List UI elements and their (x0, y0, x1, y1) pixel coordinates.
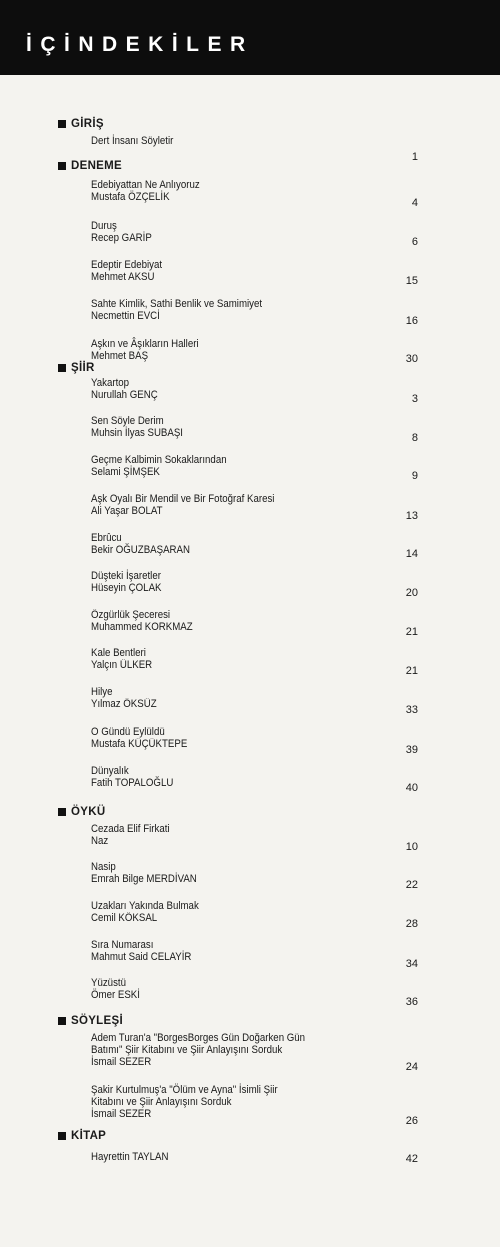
section-heading (58, 1130, 106, 1142)
page-number: 9 (411, 470, 418, 482)
toc-entry (91, 494, 421, 517)
entry-title: Adem Turan'a "BorgesBorges Gün Doğarken Gün (91, 1032, 306, 1044)
section-bullet-icon (58, 1017, 66, 1025)
toc-entry (91, 727, 421, 750)
toc-entry (91, 940, 421, 963)
entry-title: Duruş (91, 220, 117, 232)
section-heading (58, 118, 104, 130)
section-bullet-icon (58, 808, 66, 816)
entry-author: Cemil KÖKSAL (91, 911, 158, 924)
section-heading (58, 160, 122, 172)
entry-title: Aşk Oyalı Bir Mendil ve Bir Fotoğraf Karesi (91, 493, 275, 505)
toc-entry (91, 648, 421, 671)
toc-entry (91, 901, 421, 924)
entry-title: Hayrettin TAYLAN (91, 1151, 169, 1163)
entry-title: Yüzüstü (91, 977, 126, 989)
section-title: ÖYKÜ (71, 806, 106, 818)
entry-author: Mustafa KÜÇÜKTEPE (91, 737, 188, 750)
toc-entry (91, 260, 421, 283)
toc-entry (91, 221, 421, 244)
entry-author: Yalçın ÜLKER (91, 658, 153, 671)
section-title: KİTAP (71, 1130, 107, 1142)
entry-title: Özgürlük Şeceresi (91, 609, 171, 621)
section-heading (58, 1015, 123, 1027)
entry-title: Dünyalık (91, 765, 129, 777)
entry-author: Nurullah GENÇ (91, 388, 158, 401)
entry-title: Batımı" Şiir Kitabını ve Şiir Anlayışını Sorduk (91, 1043, 283, 1056)
toc-entry (91, 1152, 421, 1164)
entry-title: Aşkın ve Âşıkların Halleri (91, 338, 199, 350)
page-number: 20 (405, 587, 418, 599)
section-bullet-icon (58, 120, 66, 128)
entry-title: Hilye (91, 686, 113, 698)
section-title: GİRİŞ (71, 118, 104, 130)
toc-entry (91, 1085, 421, 1120)
section-title: ŞİİR (71, 362, 95, 374)
entry-author: Mehmet AKSU (91, 270, 155, 283)
entry-title: Sen Söyle Derim (91, 415, 164, 427)
entry-title: Sıra Numarası (91, 939, 154, 951)
page-number: 3 (411, 393, 418, 405)
entry-author: Ali Yaşar BOLAT (91, 504, 163, 517)
entry-author: Mahmut Said CELAYİR (91, 950, 192, 963)
entry-author: Mehmet BAŞ (91, 349, 149, 362)
toc-entry (91, 824, 421, 847)
entry-author: Mustafa ÖZÇELİK (91, 190, 170, 203)
entry-title: Düşteki İşaretler (91, 570, 161, 582)
page-number: 13 (405, 510, 418, 522)
entry-title: Kale Bentleri (91, 647, 146, 659)
page-number: 8 (411, 432, 418, 444)
entry-title: Şakir Kurtulmuş'a "Ölüm ve Ayna" İsimli Şiir (91, 1084, 278, 1096)
page-number: 14 (405, 548, 418, 560)
entry-author: İsmail SEZER (91, 1055, 152, 1068)
page-number: 42 (405, 1153, 418, 1165)
entry-author: Emrah Bilge MERDİVAN (91, 872, 197, 885)
toc-entry (91, 180, 421, 203)
page-number: 33 (405, 704, 418, 716)
page-number: 4 (411, 197, 418, 209)
entry-title: Cezada Elif Firkati (91, 823, 170, 835)
section-bullet-icon (58, 364, 66, 372)
entry-author: Hüseyin ÇOLAK (91, 581, 162, 594)
entry-title: Sahte Kimlik, Sathi Benlik ve Samimiyet (91, 298, 263, 310)
page-number: 16 (405, 315, 418, 327)
entry-author: Selami ŞİMŞEK (91, 465, 160, 478)
entry-author: Muhammed KORKMAZ (91, 620, 193, 633)
toc-entry (91, 416, 421, 439)
toc-entry (91, 136, 421, 148)
toc-entry (91, 378, 421, 401)
page-number: 40 (405, 782, 418, 794)
entry-author: Ömer ESKİ (91, 988, 140, 1001)
entry-title: Nasip (91, 861, 116, 873)
toc-entry (91, 533, 421, 556)
toc-entry (91, 687, 421, 710)
entry-title: Edebiyattan Ne Anlıyoruz (91, 179, 200, 191)
entry-title: Ebrûcu (91, 532, 122, 544)
page-number: 15 (405, 275, 418, 287)
entry-author: Recep GARİP (91, 231, 152, 244)
page-number: 10 (405, 841, 418, 853)
entry-title: Yakartop (91, 377, 130, 389)
page-number: 30 (405, 353, 418, 365)
entry-author: İsmail SEZER (91, 1107, 152, 1120)
page-number: 22 (405, 879, 418, 891)
entry-title: Geçme Kalbimin Sokaklarından (91, 454, 227, 466)
entry-author: Muhsin İlyas SUBAŞI (91, 426, 184, 439)
entry-author: Naz (91, 834, 109, 847)
page-number: 39 (405, 744, 418, 756)
page-number: 34 (405, 958, 418, 970)
toc-entry (91, 455, 421, 478)
page-title: İÇİNDEKİLER (26, 33, 254, 56)
toc-entry (91, 766, 421, 789)
toc-entry (91, 862, 421, 885)
section-heading (58, 806, 105, 818)
page-number: 24 (405, 1061, 418, 1073)
page-number: 26 (405, 1115, 418, 1127)
entry-title: Uzakları Yakında Bulmak (91, 900, 199, 912)
entry-title: Kitabını ve Şiir Anlayışını Sorduk (91, 1095, 232, 1108)
entry-title: O Gündü Eylüldü (91, 726, 165, 738)
toc-entry (91, 610, 421, 633)
toc-entry (91, 299, 421, 322)
entry-title: Dert İnsanı Söyletir (91, 135, 174, 147)
page-number: 1 (411, 151, 418, 163)
section-title: SÖYLEŞİ (71, 1015, 123, 1027)
page-number: 21 (405, 665, 418, 677)
toc-entry (91, 339, 421, 362)
page-number: 21 (405, 626, 418, 638)
section-title: DENEME (71, 160, 123, 172)
entry-author: Yılmaz ÖKSÜZ (91, 697, 157, 710)
entry-author: Fatih TOPALOĞLU (91, 776, 174, 789)
page-number: 6 (411, 236, 418, 248)
section-heading (58, 362, 95, 374)
toc-entry (91, 1033, 421, 1068)
page-number: 36 (405, 996, 418, 1008)
entry-title: Edeptir Edebiyat (91, 259, 163, 271)
page-number: 28 (405, 918, 418, 930)
entry-author: Bekir OĞUZBAŞARAN (91, 543, 190, 556)
toc-entry (91, 571, 421, 594)
entry-author: Necmettin EVCİ (91, 309, 160, 322)
section-bullet-icon (58, 162, 66, 170)
toc-entry (91, 978, 421, 1001)
section-bullet-icon (58, 1132, 66, 1140)
